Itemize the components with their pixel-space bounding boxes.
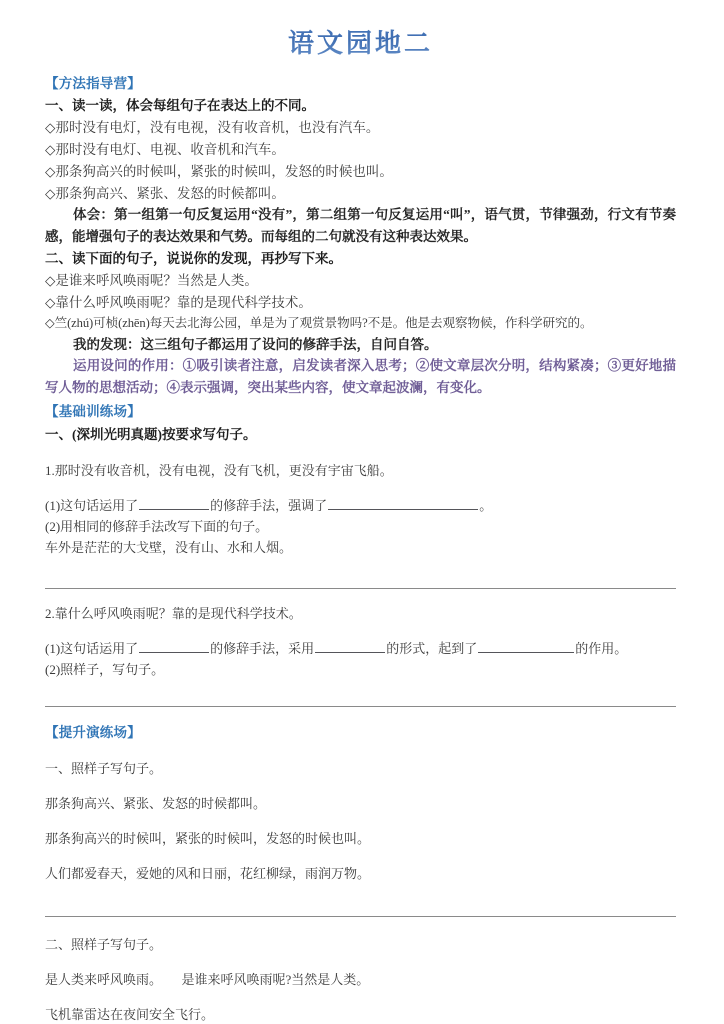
- question-heading-1-2: 二、读下面的句子，说说你的发现，再抄写下来。: [45, 251, 342, 267]
- exercise-1-sub-1: [45, 495, 676, 516]
- exercise-stem-1: 1.那时没有收音机，没有电视，没有飞机，更没有宇宙飞船。: [45, 462, 393, 478]
- example-line: ◇那条狗高兴的时候叫，紧张的时候叫，发怒的时候也叫。: [45, 163, 393, 179]
- sub1-text-a: (1)这句话运用了: [45, 497, 139, 513]
- my-finding-note: 我的发现：这三组句子都运用了设问的修辞手法，自问自答。: [73, 336, 438, 352]
- exercise-1-sample-sentence: 车外是茫茫的大戈壁，没有山、水和人烟。: [45, 539, 293, 555]
- question-heading-3-2: 二、照样子写句子。: [45, 937, 163, 953]
- question-heading-1-1: 一、读一读，体会每组句子在表达上的不同。: [45, 98, 315, 114]
- sub1-text-d: 的作用。: [575, 640, 628, 656]
- insight-note-1: 体会：第一组第一句反复运用“没有”，第二组第一句反复运用“叫”，语气贯，节律强劲，行文有节奏感，能增强句子的表达效果和气势。而每组的二句就没有这种表达效果。: [45, 207, 676, 245]
- exercise-2-sub-2: (2)照样子，写句子。: [45, 662, 165, 677]
- answer-blank[interactable]: [478, 640, 574, 653]
- sub1-text-b: 的修辞手法，强调了: [210, 497, 328, 513]
- sub1-text-c: 的形式，起到了: [386, 640, 478, 656]
- question-heading-3-1: 一、照样子写句子。: [45, 760, 163, 776]
- writing-rule: [45, 916, 676, 917]
- sub1-text-a: (1)这句话运用了: [45, 640, 139, 656]
- practice-line: 那条狗高兴的时候叫，紧张的时候叫，发怒的时候也叫。: [45, 831, 371, 847]
- answer-blank[interactable]: [139, 496, 209, 509]
- page-title: 语文园地二: [45, 0, 676, 71]
- example-line: ◇那条狗高兴、紧张、发怒的时候都叫。: [45, 185, 285, 201]
- section-header-method-guide: 【方法指导营】: [45, 75, 141, 91]
- answer-blank[interactable]: [139, 640, 209, 653]
- exercise-2-sub-1: [45, 638, 676, 659]
- answer-blank[interactable]: [328, 496, 478, 509]
- example-line: ◇是谁来呼风唤雨呢？当然是人类。: [45, 272, 258, 288]
- section-header-basic-training: 【基础训练场】: [45, 404, 141, 420]
- example-line: ◇那时没有电灯，没有电视，没有收音机，也没有汽车。: [45, 120, 380, 136]
- example-line-pinyin: ◇竺(zhú)可桢(zhēn)每天去北海公园，单是为了观赏景物吗?不是。他是去观察物候，作科学研究的。: [45, 316, 593, 331]
- answer-blank[interactable]: [315, 640, 385, 653]
- practice-line: 那条狗高兴、紧张、发怒的时候都叫。: [45, 796, 267, 812]
- example-line: ◇靠什么呼风唤雨呢？靠的是现代科学技术。: [45, 294, 312, 310]
- sub1-text-c: 。: [479, 497, 493, 513]
- sub1-text-b: 的修辞手法，采用: [210, 640, 315, 656]
- practice-line: 飞机靠雷达在夜间安全飞行。: [45, 1007, 215, 1023]
- rhetoric-usage-note: 运用设问的作用：①吸引读者注意，启发读者深入思考；②使文章层次分明，结构紧凑；③更好地描写人物的思想活动；④表示强调，突出某些内容，使文章起波澜，有变化。: [45, 358, 676, 396]
- example-line: ◇那时没有电灯、电视、收音机和汽车。: [45, 141, 285, 157]
- practice-line: 是人类来呼风唤雨。 是谁来呼风唤雨呢?当然是人类。: [45, 972, 370, 988]
- spacer: [45, 707, 676, 720]
- writing-rule: [45, 588, 676, 589]
- exercise-stem-2: 2.靠什么呼风唤雨呢？靠的是现代科学技术。: [45, 605, 302, 621]
- question-heading-2-1: 一、(深圳光明真题)按要求写句子。: [45, 427, 257, 443]
- section-header-advanced-practice: 【提升演练场】: [45, 725, 141, 741]
- practice-line: 人们都爱春天，爱她的风和日丽，花红柳绿，雨润万物。: [45, 866, 371, 882]
- exercise-1-sub-2: (2)用相同的修辞手法改写下面的句子。: [45, 518, 269, 534]
